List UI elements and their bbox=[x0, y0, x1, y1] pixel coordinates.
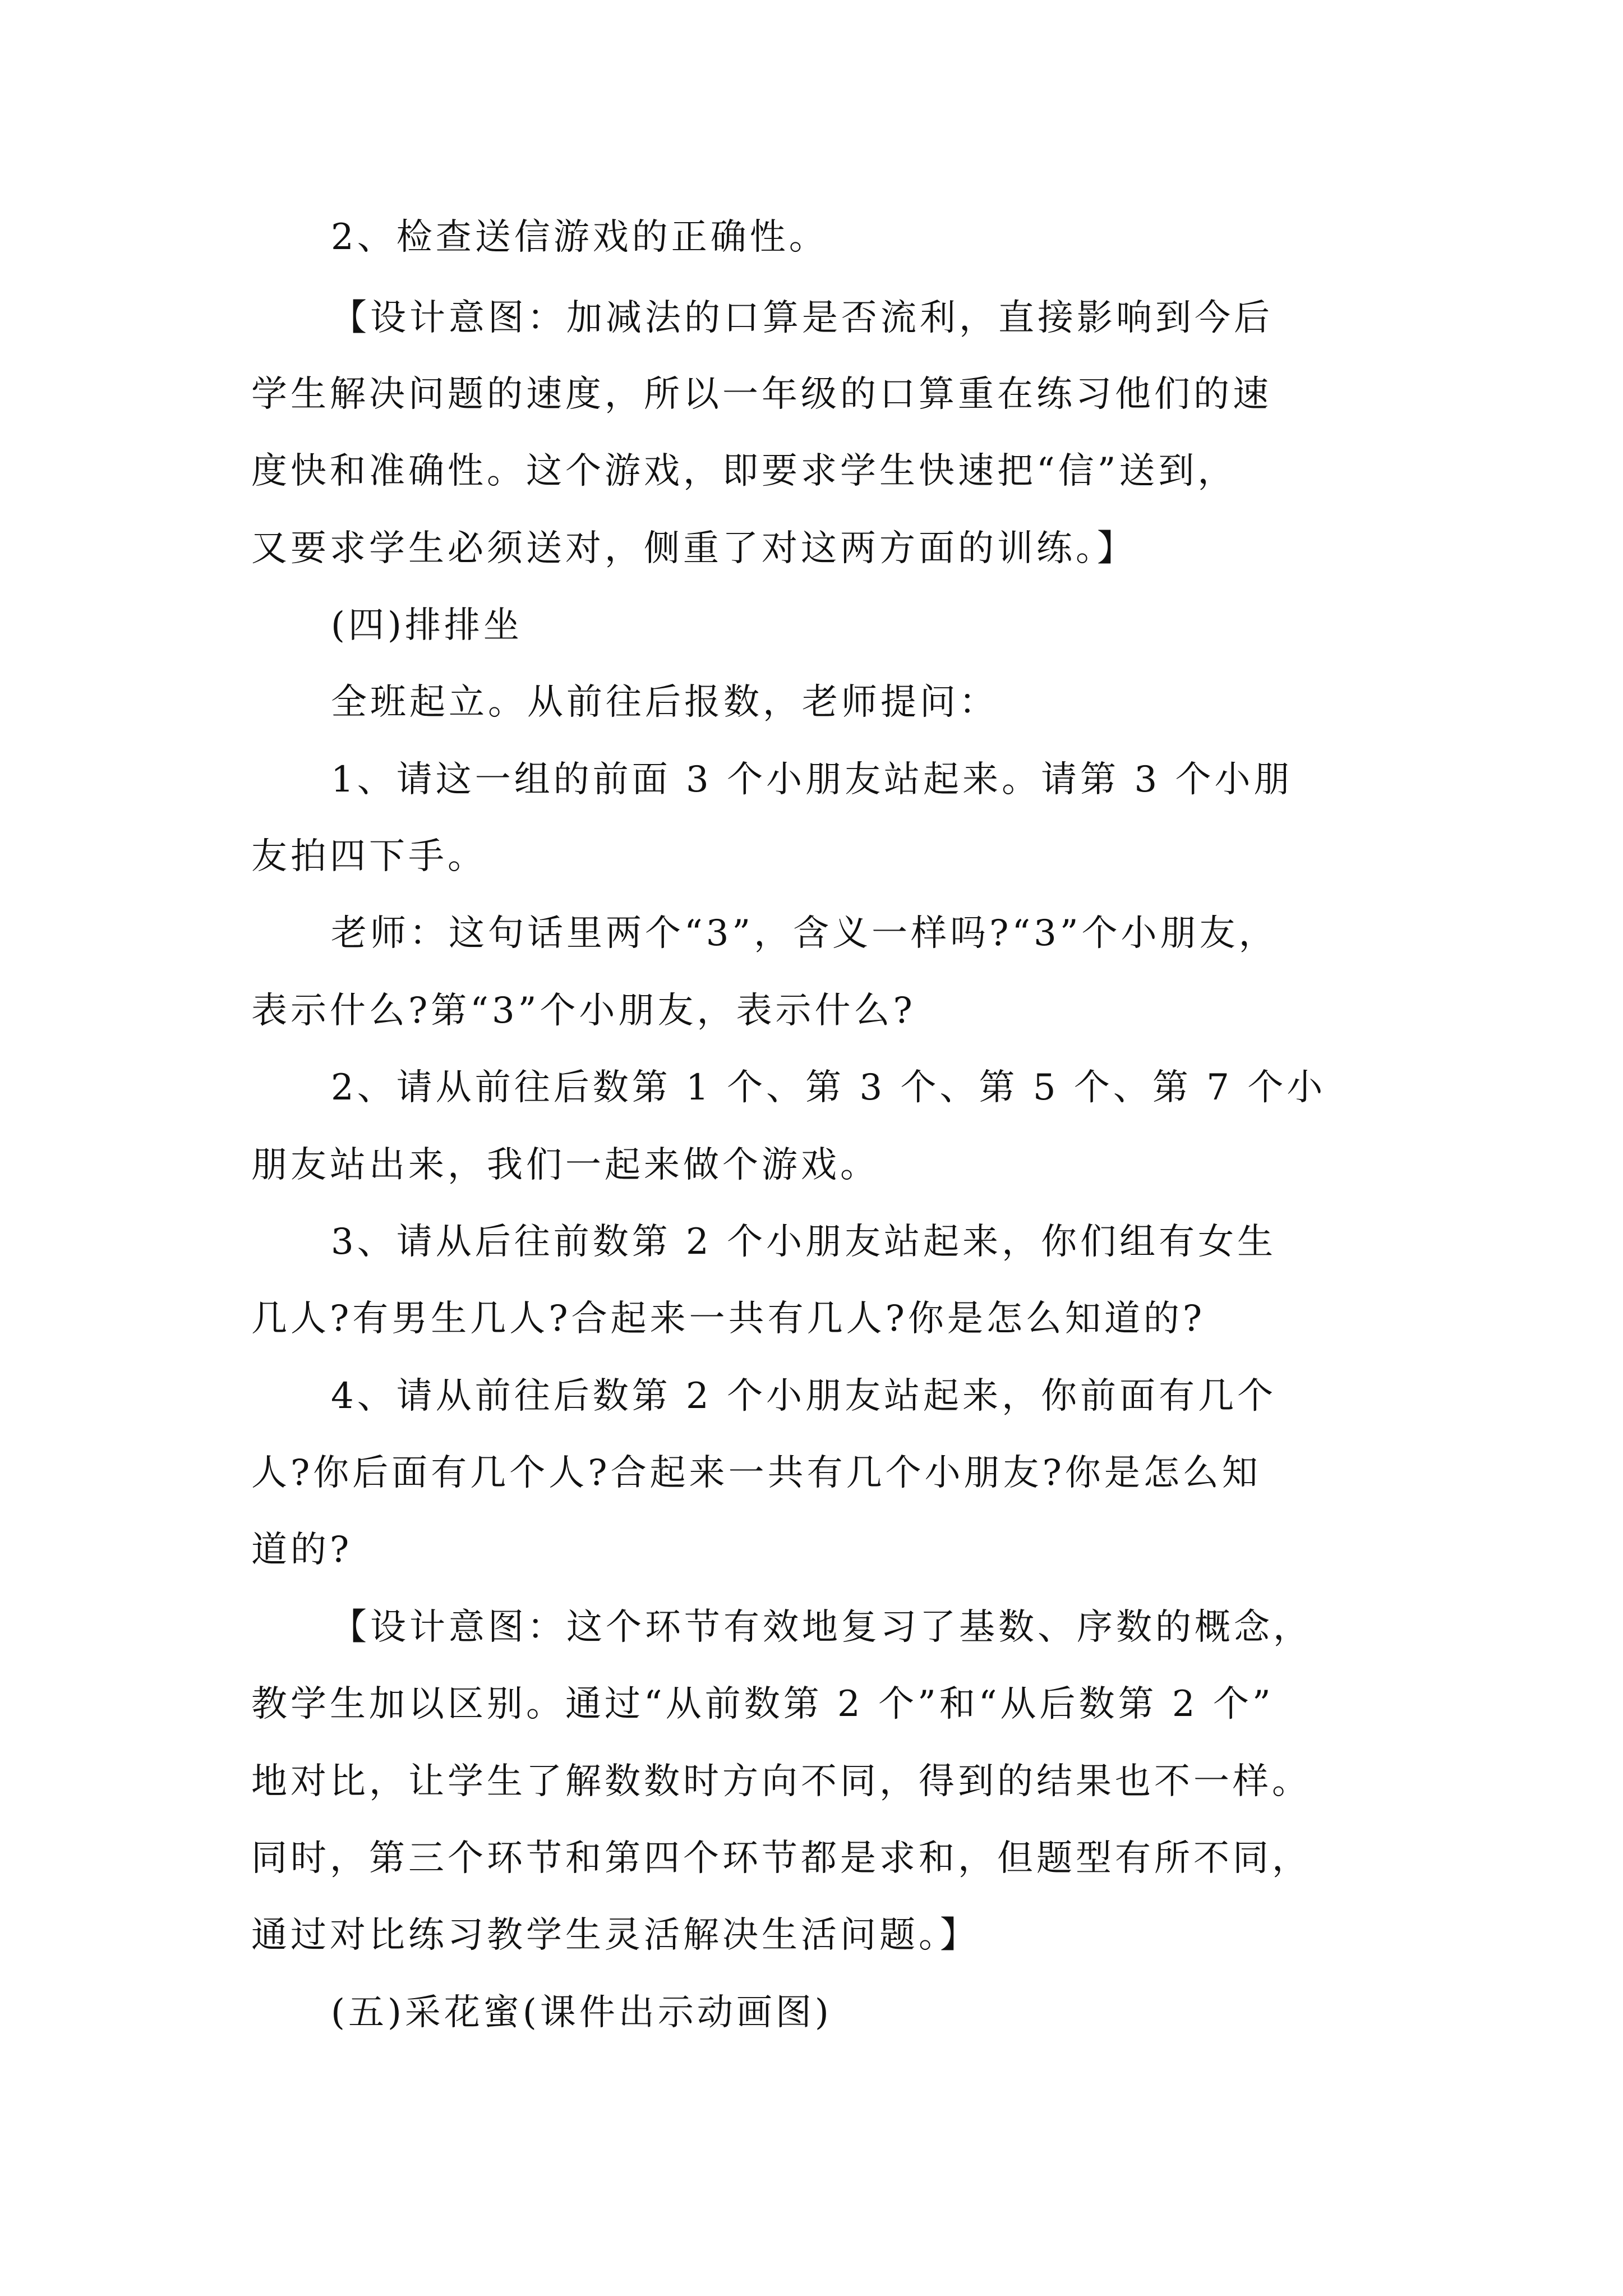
paragraph-line: 3、请从后往前数第 2 个小朋友站起来，你们组有女生 bbox=[331, 1221, 1277, 1263]
paragraph-line: 道的? bbox=[251, 1529, 353, 1571]
section-heading: (四)排排坐 bbox=[331, 605, 523, 646]
paragraph-line: 同时，第三个环节和第四个环节都是求和，但题型有所不同， bbox=[251, 1838, 1311, 1879]
paragraph-line: 地对比，让学生了解数数时方向不同，得到的结果也不一样。 bbox=[251, 1761, 1311, 1802]
paragraph-line: 【设计意图：这个环节有效地复习了基数、序数的概念， bbox=[331, 1607, 1312, 1648]
paragraph-line: 【设计意图：加减法的口算是否流利，直接影响到今后 bbox=[331, 297, 1273, 339]
paragraph-line: 教学生加以区别。通过“从前数第 2 个”和“从后数第 2 个” bbox=[251, 1683, 1274, 1725]
paragraph-line: 2、检查送信游戏的正确性。 bbox=[331, 217, 828, 258]
paragraph-line: 友拍四下手。 bbox=[251, 836, 487, 877]
paragraph-line: 人?你后面有几个人?合起来一共有几个小朋友?你是怎么知 bbox=[251, 1452, 1261, 1494]
section-heading: (五)采花蜜(课件出示动画图) bbox=[331, 1992, 832, 2033]
paragraph-line: 4、请从前往后数第 2 个小朋友站起来，你前面有几个 bbox=[331, 1375, 1277, 1417]
paragraph-line: 表示什么?第“3”个小朋友，表示什么? bbox=[251, 990, 916, 1032]
paragraph-line: 1、请这一组的前面 3 个小朋友站起来。请第 3 个小朋 bbox=[331, 759, 1293, 800]
paragraph-line: 2、请从前往后数第 1 个、第 3 个、第 5 个、第 7 个小 bbox=[331, 1067, 1326, 1108]
paragraph-line: 老师：这句话里两个“3”，含义一样吗?“3”个小朋友， bbox=[331, 913, 1278, 954]
paragraph-line: 又要求学生必须送对，侧重了对这两方面的训练。】 bbox=[251, 528, 1136, 569]
paragraph-line: 朋友站出来，我们一起来做个游戏。 bbox=[251, 1144, 879, 1186]
paragraph-line: 学生解决问题的速度，所以一年级的口算重在练习他们的速 bbox=[251, 374, 1272, 415]
paragraph-line: 度快和准确性。这个游戏，即要求学生快速把“信”送到， bbox=[251, 450, 1237, 492]
paragraph-line: 全班起立。从前往后报数，老师提问： bbox=[331, 682, 998, 723]
paragraph-line: 通过对比练习教学生灵活解决生活问题。】 bbox=[251, 1915, 979, 1956]
paragraph-line: 几人?有男生几人?合起来一共有几人?你是怎么知道的? bbox=[251, 1298, 1206, 1340]
